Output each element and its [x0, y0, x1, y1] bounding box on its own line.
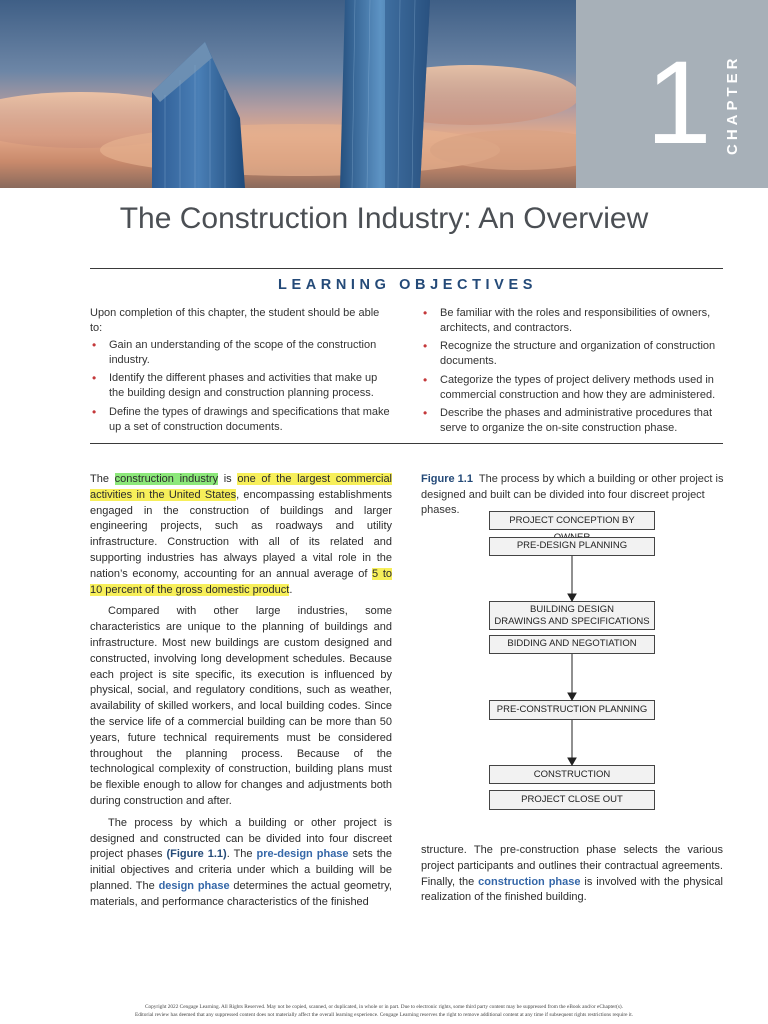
paragraph-3: The process by which a building or other project is designed and constructed can be divided into four discreet project phases (Figure 1.1). The pre-design phase sets the initial objectives and criteria under which a building will be planned. The design phase determines the actual geometry, materials, and performance characteristics of the finished [90, 816, 392, 908]
highlight-construction-industry: construction industry [114, 473, 219, 485]
body-left-column [90, 472, 392, 911]
objective-item: • Describe the phases and administrative procedures that serve to organize the on-site construction phase. [423, 406, 713, 435]
paragraph-1: The construction industry is one of the largest commercial activities in the United States, encompassing establishments engaged in the construction of buildings and larger engineering projects, such as roadways and utility infrastructure. Construction with all of its related and supporting industries has always played a vital role in the nation’s economy, accounting for an annual average of 5 to 10 percent of the gross domestic product. [90, 473, 392, 596]
skyscraper-illustration [0, 0, 576, 188]
objective-item: • Recognize the structure and organization of construction documents. [423, 339, 716, 368]
learning-objectives-heading: LEARNING OBJECTIVES [277, 277, 537, 293]
arrow-down-icon [568, 594, 576, 601]
divider-top [90, 268, 723, 269]
arrow-down-icon [568, 693, 576, 700]
flow-box-construction: CONSTRUCTION [489, 765, 655, 784]
flow-box-bidding-negotiation: BIDDING AND NEGOTIATION [489, 635, 655, 654]
chapter-hero-photo [0, 0, 576, 188]
bullet-icon: • [92, 371, 97, 386]
figure-caption-text: The process by which a building or other project is designed and built can be divided into four discreet project phases. [421, 473, 724, 516]
bullet-icon: • [92, 338, 97, 352]
page-title: The Construction Industry: An Overview [119, 202, 649, 235]
figure-label: Figure 1.1 [421, 473, 473, 485]
body-right-column: structure. The pre-construction phase selects the various project participants and outlines their contractual agreements. Finally, the construction phase is involved with the physical realization of the finished building. [421, 844, 723, 904]
term-design-phase: design phase [158, 879, 230, 892]
bullet-icon: • [92, 404, 97, 419]
flow-box-building-design: BUILDING DESIGN DRAWINGS AND SPECIFICATIONS [489, 601, 655, 630]
objective-item: • Define the types of drawings and specifications that make up a set of construction documents. [92, 404, 390, 433]
bullet-icon: • [423, 372, 428, 387]
term-construction-phase: construction phase [478, 875, 581, 888]
objective-item: • Identify the different phases and activities that make up the building design and construction planning process. [92, 371, 378, 400]
flow-box-project-close-out: PROJECT CLOSE OUT [489, 790, 655, 810]
divider-bottom [90, 443, 723, 444]
objectives-right-column [421, 306, 723, 440]
flow-box-project-conception: PROJECT CONCEPTION BY [489, 511, 655, 530]
objective-item: • Be familiar with the roles and responsibilities of owners, architects, and contractors. [423, 306, 711, 334]
flow-box-pre-construction-planning: PRE-CONSTRUCTION PLANNING [489, 700, 655, 720]
chapter-number: 1 [646, 37, 712, 169]
objectives-intro: Upon completion of this chapter, the student should be able to: [90, 307, 380, 334]
objective-item: • Categorize the types of project delivery methods used in commercial construction and how they are administered. [423, 372, 716, 401]
bullet-icon: • [423, 339, 428, 354]
flow-box-pre-design-planning: PRE-DESIGN PLANNING [489, 537, 655, 556]
highlight-largest-activities: one of the largest commercial activities in the United States [90, 473, 392, 501]
copyright-notice: Copyright 2022 Cengage Learning. All Rights Reserved. May not be copied, scanned, or duplicated, in whole or in part. Due to electronic rights, some third party content may be suppressed from the eBook and/or eChapter(s). Editorial review has deemed that any suppressed content does not materially affect the overall learning experience. Cengage Learning reserves the right to remove additional content at any time if subsequent rights restrictions require it. [134, 1004, 634, 1018]
paragraph-2: Compared with other large industries, some characteristics are unique to the planning of buildings and infrastructure. Most new buildings are custom designed and constructed, involving long development schedules. Because each project is site specific, its execution is influenced by physical, social, and regulatory conditions, such as weather, availability of skilled workers, and local building codes. Since the service life of a commercial building can be more than 50 years, future technical requirements must be considered throughout the planning process. Because of the technological complexity of construction, building plans must be flexible enough to allow for changes and adjustments both during construction and after. [90, 605, 392, 807]
arrow-down-icon [568, 758, 576, 765]
bullet-icon: • [423, 406, 428, 421]
highlight-gdp-percent: 5 to 10 percent of the gross domestic product [90, 567, 392, 596]
objective-item: • Gain an understanding of the scope of the construction industry. [92, 338, 377, 366]
bullet-icon: • [423, 306, 428, 320]
chapter-label: CHAPTER [724, 54, 741, 155]
objectives-left-column [90, 306, 390, 438]
figure-1-1-link[interactable]: (Figure 1.1) [166, 848, 227, 861]
term-pre-design-phase: pre-design phase [256, 848, 349, 861]
